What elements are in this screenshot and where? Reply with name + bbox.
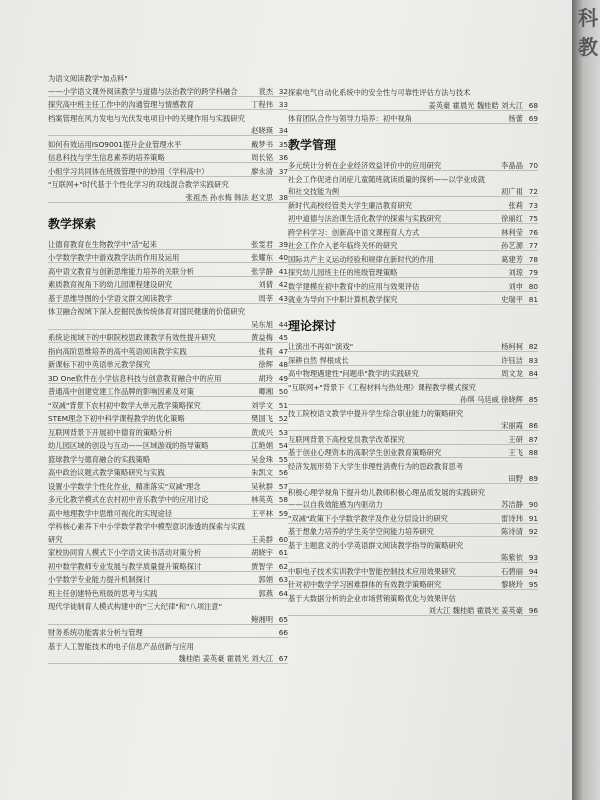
toc-entry-title: "互联网+"背景下《工程材料与热处理》课程教学模式探究 [288, 382, 476, 392]
toc-entry-page: 66 [278, 628, 288, 638]
toc-entry-page: 33 [278, 100, 288, 109]
toc-entry-author: 魏桂皓 姜英豪 霍晨光 刘大江 [178, 654, 273, 664]
toc-entry-page: 58 [278, 495, 288, 505]
toc-entry [288, 474, 538, 484]
toc-entry-page: 50 [278, 387, 288, 397]
toc-entry-author: 田野 [508, 474, 523, 484]
toc-entry-page: 67 [278, 654, 288, 664]
toc-entry-author: 贾智学 [251, 561, 273, 571]
toc-entry [48, 333, 288, 343]
right-top-list [288, 88, 538, 124]
toc-entry-author: 胡晓宇 [251, 548, 273, 558]
toc-entry-author: 林利莹 [501, 227, 523, 237]
toc-entry-page: 93 [528, 553, 538, 563]
toc-entry-page: 79 [528, 268, 538, 278]
toc-entry-page: 37 [278, 166, 288, 176]
toc-entry-title: 探究高中班主任工作中的沟通管理与情感教育 [48, 100, 194, 109]
toc-entry-author: 张祖杰 孙水梅 韩法 赵文思 [185, 192, 273, 202]
toc-entry-author: 许钰洁 [501, 355, 523, 365]
toc-entry-author: 郭燕 [258, 588, 273, 598]
toc-entry-title: 初中道德与法治课生活化教学的探索与实践研究 [288, 214, 442, 224]
toc-entry [48, 522, 288, 531]
toc-entry [288, 214, 538, 224]
toc-entry-author: 王美群 [251, 534, 273, 544]
toc-entry-title: 3D One软件在小学信息科技与创意教育融合中的应用 [48, 373, 222, 383]
toc-entry-title: 新课标下初中英语单元教学探究 [48, 360, 151, 370]
toc-entry-author: 戴梦书 [251, 139, 273, 149]
toc-entry [48, 360, 288, 370]
toc-entry [48, 180, 288, 189]
toc-entry [288, 435, 538, 445]
toc-entry-page: 61 [278, 548, 288, 558]
toc-entry-author: 张莉 [258, 346, 273, 356]
toc-entry-page: 85 [528, 395, 538, 405]
toc-entry-author: 黎晓玲 [501, 580, 523, 590]
section-title-teaching-exploration: 教学探索 [48, 216, 97, 231]
toc-entry [48, 509, 288, 519]
toc-entry-page: 82 [528, 342, 538, 352]
toc-entry-title: 高中语文教育与创新思维能力培养的关联分析 [48, 266, 194, 276]
toc-entry [288, 241, 538, 251]
toc-entry-author: 袁杰 [258, 86, 273, 96]
toc-entry [48, 414, 288, 424]
toc-entry-author: 张莉 [508, 200, 523, 210]
toc-entry-title: 篮球教学与德育融合的实践策略 [48, 454, 151, 464]
toc-entry-page: 41 [278, 266, 288, 276]
toc-entry-page: 60 [278, 534, 288, 544]
toc-entry-title: 探索电气自动化系统中的安全性与可靠性评估方法与技术 [288, 88, 471, 97]
toc-entry [48, 628, 288, 638]
toc-entry-title: 财务系统功能需求分析与管理 [48, 628, 143, 638]
toc-entry [288, 282, 538, 292]
toc-entry-page: 72 [528, 187, 538, 197]
toc-entry-title: 系统论视域下的中职院校思政课教学有效性提升研究 [48, 333, 216, 343]
toc-entry [48, 167, 288, 177]
toc-entry-page: 55 [278, 454, 288, 464]
toc-entry-title: 班主任创建特色班级的思考与实践 [48, 588, 158, 598]
toc-entry [288, 553, 538, 563]
toc-entry-author: 吴东旭 [251, 319, 273, 329]
toc-entry-author: 徐辉 [258, 360, 273, 370]
toc-entry [288, 527, 538, 537]
toc-entry-page: 96 [528, 606, 538, 616]
toc-entry-page: 83 [528, 355, 538, 365]
toc-entry-page: 89 [528, 474, 538, 484]
right-column [288, 88, 538, 620]
toc-entry-title: 学科核心素养下中小学数学教学中模型意识渗透的探索与实践 [48, 522, 246, 532]
toc-entry-title: 普通高中创建党建工作品牌的影响因素及对策 [48, 387, 194, 397]
toc-entry-author: 张学静 [251, 266, 273, 276]
toc-entry-author: 雷诗玮 [501, 513, 523, 523]
toc-entry-author: 黄益梅 [251, 333, 273, 343]
toc-entry-page: 32 [278, 86, 288, 96]
toc-entry-author: 江艳娟 [251, 441, 273, 451]
toc-entry-title: 研究 [48, 534, 63, 544]
toc-entry [48, 126, 288, 136]
toc-entry-title: 让演出不再如"演戏" [288, 342, 354, 352]
teaching-management-list [288, 161, 538, 305]
toc-entry-author: 李晶晶 [501, 161, 523, 171]
toc-entry [288, 421, 538, 431]
toc-entry-author: 孙艺源 [501, 241, 523, 251]
toc-entry-title: 高中地理教学中思维可视化的实现途径 [48, 508, 173, 518]
toc-entry [288, 187, 538, 197]
toc-entry [48, 482, 288, 492]
toc-entry-title: 体卫融合视域下深入挖掘民族传统体育对国民健康的价值研究 [48, 307, 246, 317]
toc-entry-page: 39 [278, 239, 288, 249]
toc-entry [288, 228, 538, 238]
toc-entry [288, 541, 538, 550]
left-top-list [48, 74, 288, 203]
toc-entry-author: 刘大江 魏桂皓 霍晨光 姜英豪 [428, 606, 523, 616]
toc-entry [48, 468, 288, 478]
toc-entry-title: 新时代高校经管类大学生廉洁教育研究 [288, 200, 413, 210]
toc-entry-author: 周莘 [258, 293, 273, 303]
toc-entry-page: 42 [278, 280, 288, 290]
toc-entry-author: 初广祖 [501, 187, 523, 197]
toc-entry-title: 中职电子技术实训教学中智能控制技术应用效果研究 [288, 566, 456, 576]
toc-entry-title: "双减"政策下小学数学教学及作业分层设计的研究 [288, 513, 448, 523]
toc-entry-title: "双减"背景下农村初中数学大单元教学策略探究 [48, 400, 201, 410]
toc-entry-title: 跨学科学习：创新高中语文课程育人方式 [288, 227, 420, 237]
toc-entry-page: 49 [278, 373, 288, 383]
toc-entry [48, 535, 288, 545]
toc-entry-page: 78 [528, 254, 538, 264]
toc-entry-author: 石碧丽 [501, 566, 523, 576]
toc-entry-title: 为语文阅读教学"加点料" [48, 74, 128, 83]
toc-entry [288, 383, 538, 392]
toc-entry-page: 95 [528, 580, 538, 590]
toc-entry [288, 448, 538, 458]
toc-entry-title: 家校协同育人模式下小学语文读书活动对策分析 [48, 548, 202, 558]
toc-entry [288, 500, 538, 510]
toc-entry-author: 林英英 [251, 495, 273, 505]
toc-entry-title: ——小学语文课外阅读教学与道德与法治教学的跨学科融合 [48, 86, 238, 96]
toc-entry-page: 80 [528, 281, 538, 291]
toc-entry-title: 深耕自然 悍根成长 [288, 355, 349, 365]
toc-entry [48, 87, 288, 97]
toc-entry [288, 606, 538, 616]
toc-entry-author: 张雯君 [251, 239, 273, 249]
toc-entry-title: 高中政治议题式教学策略研究与实践 [48, 468, 165, 478]
toc-entry-author: 胡玲 [258, 373, 273, 383]
toc-entry-author: 杨柯柯 [501, 342, 523, 352]
toc-entry-title: 就业为导向下中职计算机教学探究 [288, 295, 398, 305]
toc-entry-page: 59 [278, 508, 288, 518]
toc-entry [48, 548, 288, 558]
toc-entry [288, 462, 538, 471]
toc-entry-page: 63 [278, 575, 288, 585]
toc-entry [48, 428, 288, 438]
toc-entry-title: 多元化教学模式在农村初中音乐教学中的应用讨论 [48, 495, 209, 505]
toc-entry [48, 374, 288, 384]
toc-entry-title: 小学数学教学中游戏教学法的作用及运用 [48, 253, 180, 263]
toc-entry-page: 94 [528, 566, 538, 576]
toc-entry [48, 495, 288, 505]
toc-entry [288, 201, 538, 211]
toc-entry-author: 刘学文 [251, 400, 273, 410]
toc-entry-author: 苏洁静 [501, 500, 523, 510]
toc-entry [48, 307, 288, 316]
toc-entry-title: 互联网背景下高校党员教学改革探究 [288, 434, 405, 444]
toc-entry-title: "互联网+"时代基于个性化学习的双线混合教学实践研究 [48, 180, 229, 189]
toc-entry-author: 吴秋群 [251, 481, 273, 491]
toc-entry-page: 40 [278, 253, 288, 263]
toc-entry-author: 吴金珠 [251, 454, 273, 464]
toc-entry-page: 70 [528, 161, 538, 171]
toc-entry [288, 594, 538, 603]
toc-entry [288, 580, 538, 590]
toc-entry-author: 周长铭 [251, 153, 273, 162]
toc-entry [288, 88, 538, 97]
toc-entry-author: 陈诗清 [501, 527, 523, 537]
toc-entry [48, 74, 288, 83]
toc-entry [48, 441, 288, 451]
toc-entry-title: 信息科技与学生信息素养的培养策略 [48, 153, 165, 162]
toc-entry-page: 92 [528, 527, 538, 537]
toc-entry-author: 朱凯文 [251, 468, 273, 478]
toc-entry-author: 刘琼 [508, 268, 523, 278]
toc-entry-title: 小组学习共同体在班级管理中的妙用（学科高中） [48, 166, 209, 176]
toc-entry-author: 郭娟 [258, 575, 273, 585]
toc-entry-author: 宋丽霞 [501, 421, 523, 431]
toc-entry [288, 356, 538, 366]
toc-entry-author: 周文龙 [501, 369, 523, 379]
toc-entry [288, 101, 538, 111]
toc-entry-title: ——以自我效能感为内驱动力 [288, 500, 383, 510]
toc-entry [48, 455, 288, 465]
toc-entry [288, 295, 538, 305]
edge-text: 科教 [578, 6, 598, 59]
toc-entry-page: 73 [528, 200, 538, 210]
toc-entry-title: 档案管理在风力发电与光伏发电项目中的关键作用与实践研究 [48, 113, 246, 123]
toc-entry-page: 52 [278, 414, 288, 424]
toc-entry-page: 68 [528, 100, 538, 110]
toc-entry-page: 86 [528, 421, 538, 431]
toc-entry-title: 经济发展形势下大学生非理性消费行为的思政教育思考 [288, 461, 464, 471]
toc-entry-author: 王飞 [508, 448, 523, 458]
toc-entry-page: 90 [528, 500, 538, 510]
toc-entry [48, 193, 288, 203]
toc-entry-title: 多元统计分析在企业经济效益评价中的应用研究 [288, 161, 442, 171]
toc-entry-page: 57 [278, 481, 288, 491]
toc-entry-page: 43 [278, 293, 288, 303]
toc-entry-title: 幼儿园区域的创设与互动——区域游戏的指导策略 [48, 441, 209, 451]
toc-entry-page: 65 [278, 614, 288, 624]
toc-entry-page: 36 [278, 153, 288, 162]
toc-entry-page: 54 [278, 441, 288, 451]
toc-entry-title: 社会工作促进自闭症儿童随班就读质量的探析——以学业成就 [288, 174, 486, 184]
theory-discussion-list [288, 342, 538, 616]
toc-entry [48, 387, 288, 397]
section-title-teaching-management: 教学管理 [288, 138, 337, 153]
toc-entry-title: 如何有效运用ISO9001提升企业管理水平 [48, 139, 182, 149]
toc-entry-page: 34 [278, 126, 288, 135]
toc-entry-title: 体育团队合作与领导力培养：初中视角 [288, 114, 413, 123]
toc-entry-page: 75 [528, 214, 538, 224]
toc-entry-title: 数学建模在初中教育中的应用与效果评估 [288, 281, 420, 291]
toc-entry-title: 积极心理学视角下提升幼儿教师积极心理品质发展的实践研究 [288, 487, 486, 497]
toc-entry-page: 76 [528, 227, 538, 237]
toc-entry [48, 615, 288, 625]
toc-entry-page: 69 [528, 114, 538, 123]
toc-entry [48, 114, 288, 123]
toc-entry [48, 320, 288, 330]
teaching-exploration-list [48, 240, 288, 665]
toc-entry-title: 互联网背景下开展初中德育的策略分析 [48, 427, 173, 437]
toc-entry-author: 王研 [508, 434, 523, 444]
toc-entry-title: 初中数学教师专业发展与教学质量提升策略探讨 [48, 561, 202, 571]
toc-entry [48, 654, 288, 664]
left-column [48, 74, 288, 668]
toc-entry-author: 陈紫依 [501, 553, 523, 563]
toc-entry [48, 140, 288, 150]
toc-entry-page: 91 [528, 513, 538, 523]
toc-entry [288, 514, 538, 524]
toc-entry [48, 100, 288, 110]
toc-entry-title: 基于大数据分析的企业市场营销策略优化与效果评估 [288, 593, 456, 603]
toc-entry-author: 刘倩 [258, 280, 273, 290]
toc-entry-author: 史瑞平 [501, 295, 523, 305]
toc-entry-title: 和社交技能为例 [288, 187, 340, 197]
toc-entry [48, 267, 288, 277]
toc-entry-page: 45 [278, 333, 288, 343]
toc-entry [48, 602, 288, 611]
toc-entry [48, 347, 288, 357]
toc-entry-title: 探究幼儿园班主任的班级管理策略 [288, 268, 398, 278]
toc-entry-author: 樊国飞 [251, 414, 273, 424]
toc-entry [288, 488, 538, 497]
toc-entry-author: 姜英豪 霍晨光 魏桂皓 刘大江 [428, 100, 523, 110]
toc-entry-page: 62 [278, 561, 288, 571]
toc-entry-author: 徐丽红 [501, 214, 523, 224]
toc-entry-page: 84 [528, 369, 538, 379]
toc-entry [48, 280, 288, 290]
toc-entry-author: 孙琪 马廷威 徐晓辉 [459, 395, 523, 405]
toc-entry-page: 64 [278, 588, 288, 598]
toc-entry [48, 253, 288, 263]
toc-entry-author: 张耀东 [251, 253, 273, 263]
toc-entry-title: 基于人工智能技术的电子信息产品创新与应用 [48, 641, 194, 651]
toc-entry-page: 56 [278, 468, 288, 478]
toc-entry [48, 401, 288, 411]
toc-entry-title: 基于想象力培养的学生美学空间能力培养研究 [288, 527, 434, 537]
toc-entry-page: 35 [278, 139, 288, 149]
toc-entry [48, 642, 288, 651]
toc-entry [288, 409, 538, 418]
toc-entry-author: 葛建芳 [501, 254, 523, 264]
toc-entry-title: 基于主题意义的小学英语群文阅读教学指导的策略研究 [288, 540, 464, 550]
toc-entry-author: 丁程伟 [251, 100, 273, 109]
toc-entry [48, 153, 288, 163]
toc-entry-author: 刘申 [508, 281, 523, 291]
toc-entry-page: 87 [528, 434, 538, 444]
toc-entry [48, 240, 288, 250]
toc-entry-author: 王平林 [251, 508, 273, 518]
toc-entry [48, 562, 288, 572]
toc-entry-page: 51 [278, 400, 288, 410]
toc-entry-page: 77 [528, 241, 538, 251]
toc-entry [288, 395, 538, 405]
toc-entry-title: 小学数学专业能力提升机制探讨 [48, 575, 151, 585]
toc-entry [288, 255, 538, 265]
toc-entry [288, 369, 538, 379]
toc-entry [288, 268, 538, 278]
toc-entry-author: 赵晓瑛 [251, 126, 273, 135]
toc-entry-page: 53 [278, 427, 288, 437]
toc-entry [288, 342, 538, 352]
toc-entry-title: 国际共产主义运动经验和规律在新时代的作用 [288, 254, 434, 264]
toc-entry-page: 47 [278, 346, 288, 356]
toc-entry-page: 48 [278, 360, 288, 370]
toc-entry-author: 廖永清 [251, 166, 273, 176]
toc-entry [288, 114, 538, 124]
toc-entry-title: 现代学徒制育人模式构建中的"三大纪律"和"八项注意" [48, 602, 222, 612]
toc-entry-title: 设置小学数学个性化作业，精准落实"双减"理念 [48, 481, 201, 491]
toc-entry-page: 44 [278, 319, 288, 329]
toc-entry-page: 38 [278, 192, 288, 202]
toc-entry [48, 575, 288, 585]
toc-entry-title: STEM理念下初中科学课程教学的优化策略 [48, 414, 185, 424]
toc-entry-title: 基于思维导图的小学语文群文阅读教学 [48, 293, 173, 303]
toc-entry-title: 技工院校语文教学中提升学生综合职业能力的策略研究 [288, 408, 464, 418]
toc-entry-page: 88 [528, 448, 538, 458]
toc-entry [288, 161, 538, 171]
section-title-theory-discussion: 理论探讨 [288, 319, 337, 334]
toc-entry-author: 黄成兴 [251, 427, 273, 437]
toc-entry [48, 589, 288, 599]
toc-entry-title: 高中物理遇建性"问题串"教学的实践研究 [288, 369, 419, 379]
toc-entry [48, 294, 288, 304]
toc-entry [288, 175, 538, 184]
next-page-edge [572, 0, 600, 800]
toc-entry-title: 素质教育视角下的幼儿园课程建设研究 [48, 280, 173, 290]
toc-entry-title: 指向高阶思维培养的高中英语阅读教学实践 [48, 346, 187, 356]
toc-entry-title: 社会工作介入老年临终关怀的研究 [288, 241, 398, 251]
toc-entry-page: 81 [528, 295, 538, 305]
toc-entry [288, 567, 538, 577]
toc-entry-title: 基于创业心理资本的高职学生创业教育策略研究 [288, 448, 442, 458]
toc-entry-author: 卿湘 [258, 387, 273, 397]
toc-entry-title: 针对初中数学学习困难群体的有效教学策略研究 [288, 580, 442, 590]
toc-entry-title: 让德育教育在生物教学中"活"起来 [48, 239, 157, 249]
toc-entry-author: 鲍湘明 [251, 614, 273, 624]
toc-entry-author: 杨蕾 [508, 114, 523, 123]
